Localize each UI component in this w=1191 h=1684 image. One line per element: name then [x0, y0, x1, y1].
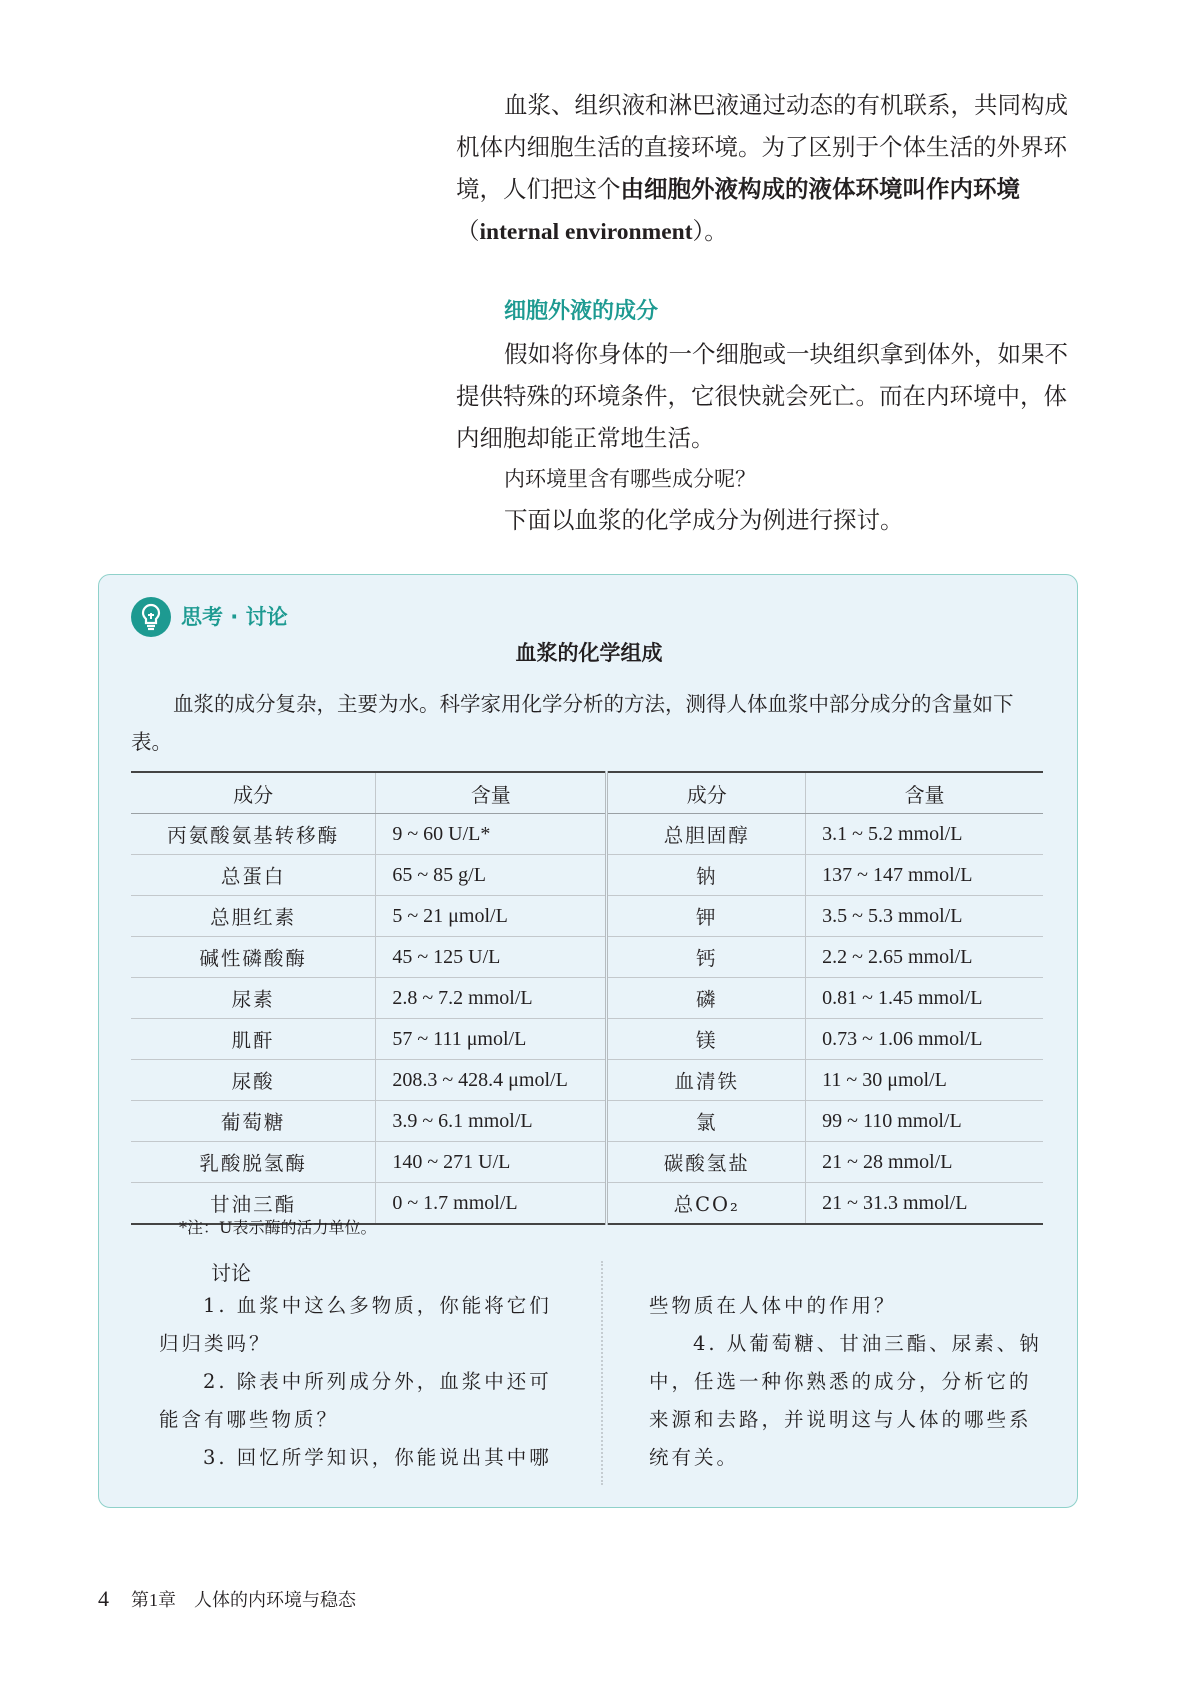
- content-value: 99 ~ 110 mmol/L: [806, 1101, 1043, 1142]
- content-value: 9 ~ 60 U/L*: [376, 814, 607, 855]
- component-name: 钠: [607, 855, 806, 896]
- component-name: 钙: [607, 937, 806, 978]
- component-name: 葡萄糖: [131, 1101, 376, 1142]
- component-name: 尿素: [131, 978, 376, 1019]
- header-content: 含量: [806, 772, 1043, 814]
- content-value: 137 ~ 147 mmol/L: [806, 855, 1043, 896]
- content-value: 2.2 ~ 2.65 mmol/L: [806, 937, 1043, 978]
- component-name: 血清铁: [607, 1060, 806, 1101]
- intro-paragraph-1: [456, 84, 1080, 253]
- intro-paragraph-3: 下面以血浆的化学成分为例进行探讨。: [504, 506, 904, 534]
- table-row: [131, 855, 1043, 896]
- header-component: 成分: [607, 772, 806, 814]
- paren-close: ）。: [692, 217, 728, 245]
- section-title: 细胞外液的成分: [504, 299, 659, 324]
- component-name: 总胆固醇: [607, 814, 806, 855]
- content-value: 0.73 ~ 1.06 mmol/L: [806, 1019, 1043, 1060]
- discussion-column-right: [649, 1287, 1047, 1477]
- content-value: 5 ~ 21 μmol/L: [376, 896, 607, 937]
- content-value: 0.81 ~ 1.45 mmol/L: [806, 978, 1043, 1019]
- component-name: 尿酸: [131, 1060, 376, 1101]
- component-name: 磷: [607, 978, 806, 1019]
- table-footnote: *注：U表示酶的活力单位。: [179, 1218, 377, 1237]
- intro-text: 血浆、组织液和淋巴液通过动态的有机联系，共同构成机体内细胞生活的直接环境。为了区别于个体生活的外界环境，人们把这个: [456, 91, 1068, 203]
- think-discuss-label: 思考 · 讨论: [181, 605, 288, 629]
- discussion-title: 讨论: [211, 1261, 251, 1285]
- think-discuss-box: [98, 574, 1078, 1508]
- component-name: 丙氨酸氨基转移酶: [131, 814, 376, 855]
- page-number: 4: [98, 1586, 109, 1611]
- component-name: 镁: [607, 1019, 806, 1060]
- lightbulb-head-icon: [131, 597, 171, 637]
- content-value: 21 ~ 31.3 mmol/L: [806, 1183, 1043, 1225]
- intro-paragraph-2: 假如将你身体的一个细胞或一块组织拿到体外，如果不提供特殊的环境条件，它很快就会死亡。而在内环境中，体内细胞却能正常地生活。: [456, 340, 1068, 452]
- table-row: [131, 978, 1043, 1019]
- discussion-question-2: 2. 除表中所列成分外，血浆中还可能含有哪些物质？: [159, 1370, 552, 1431]
- plasma-composition-table: [131, 771, 1043, 1225]
- component-name: 肌酐: [131, 1019, 376, 1060]
- box-title: 血浆的化学组成: [515, 641, 663, 665]
- box-intro: 血浆的成分复杂，主要为水。科学家用化学分析的方法，测得人体血浆中部分成分的含量如下表。: [131, 692, 1014, 754]
- table-row: [131, 814, 1043, 855]
- english-term: internal environment: [479, 219, 693, 245]
- component-name: 乳酸脱氢酶: [131, 1142, 376, 1183]
- discussion-question-1: 1. 血浆中这么多物质，你能将它们归归类吗？: [159, 1294, 552, 1355]
- content-value: 11 ~ 30 μmol/L: [806, 1060, 1043, 1101]
- content-value: 2.8 ~ 7.2 mmol/L: [376, 978, 607, 1019]
- table-row: [131, 937, 1043, 978]
- header-component: 成分: [131, 772, 376, 814]
- table-row: [131, 1060, 1043, 1101]
- header-content: 含量: [376, 772, 607, 814]
- lightbulb-head-svg: [131, 597, 171, 637]
- intro-section: [456, 84, 1080, 541]
- content-value: 0 ~ 1.7 mmol/L: [376, 1183, 607, 1225]
- content-value: 57 ~ 111 μmol/L: [376, 1019, 607, 1060]
- component-name: 碱性磷酸酶: [131, 937, 376, 978]
- discussion-column-left: [159, 1287, 557, 1477]
- table-header-row: [131, 772, 1043, 814]
- intro-question: 内环境里含有哪些成分呢？: [504, 467, 756, 491]
- component-name: 氯: [607, 1101, 806, 1142]
- component-name: 甘油三酯: [131, 1183, 376, 1225]
- chapter-title: 人体的内环境与稳态: [194, 1590, 356, 1610]
- component-name: 钾: [607, 896, 806, 937]
- discussion-question-4: 4. 从葡萄糖、甘油三酯、尿素、钠中，任选一种你熟悉的成分，分析它的来源和去路，并说明这与人体的哪些系统有关。: [649, 1332, 1042, 1469]
- discussion-question-3-continued: 些物质在人体中的作用？: [649, 1294, 897, 1317]
- component-name: 总胆红素: [131, 896, 376, 937]
- content-value: 140 ~ 271 U/L: [376, 1142, 607, 1183]
- content-value: 208.3 ~ 428.4 μmol/L: [376, 1060, 607, 1101]
- table-row: [131, 1101, 1043, 1142]
- content-value: 3.9 ~ 6.1 mmol/L: [376, 1101, 607, 1142]
- content-value: 3.1 ~ 5.2 mmol/L: [806, 814, 1043, 855]
- table-row: [131, 896, 1043, 937]
- component-name: 碳酸氢盐: [607, 1142, 806, 1183]
- component-name: 总蛋白: [131, 855, 376, 896]
- component-name: 总CO₂: [607, 1183, 806, 1225]
- table-row: [131, 1019, 1043, 1060]
- chapter-label: 第1章: [131, 1590, 176, 1610]
- definition-bold: 由细胞外液构成的液体环境叫作内环境: [620, 175, 1020, 203]
- page-footer: [98, 1586, 356, 1612]
- content-value: 21 ~ 28 mmol/L: [806, 1142, 1043, 1183]
- content-value: 3.5 ~ 5.3 mmol/L: [806, 896, 1043, 937]
- column-divider: [601, 1261, 603, 1485]
- paren-open: （: [456, 217, 480, 245]
- table-row: [131, 1142, 1043, 1183]
- discussion-columns: [159, 1287, 1059, 1487]
- discussion-question-3: 3. 回忆所学知识，你能说出其中哪: [203, 1446, 552, 1469]
- content-value: 65 ~ 85 g/L: [376, 855, 607, 896]
- content-value: 45 ~ 125 U/L: [376, 937, 607, 978]
